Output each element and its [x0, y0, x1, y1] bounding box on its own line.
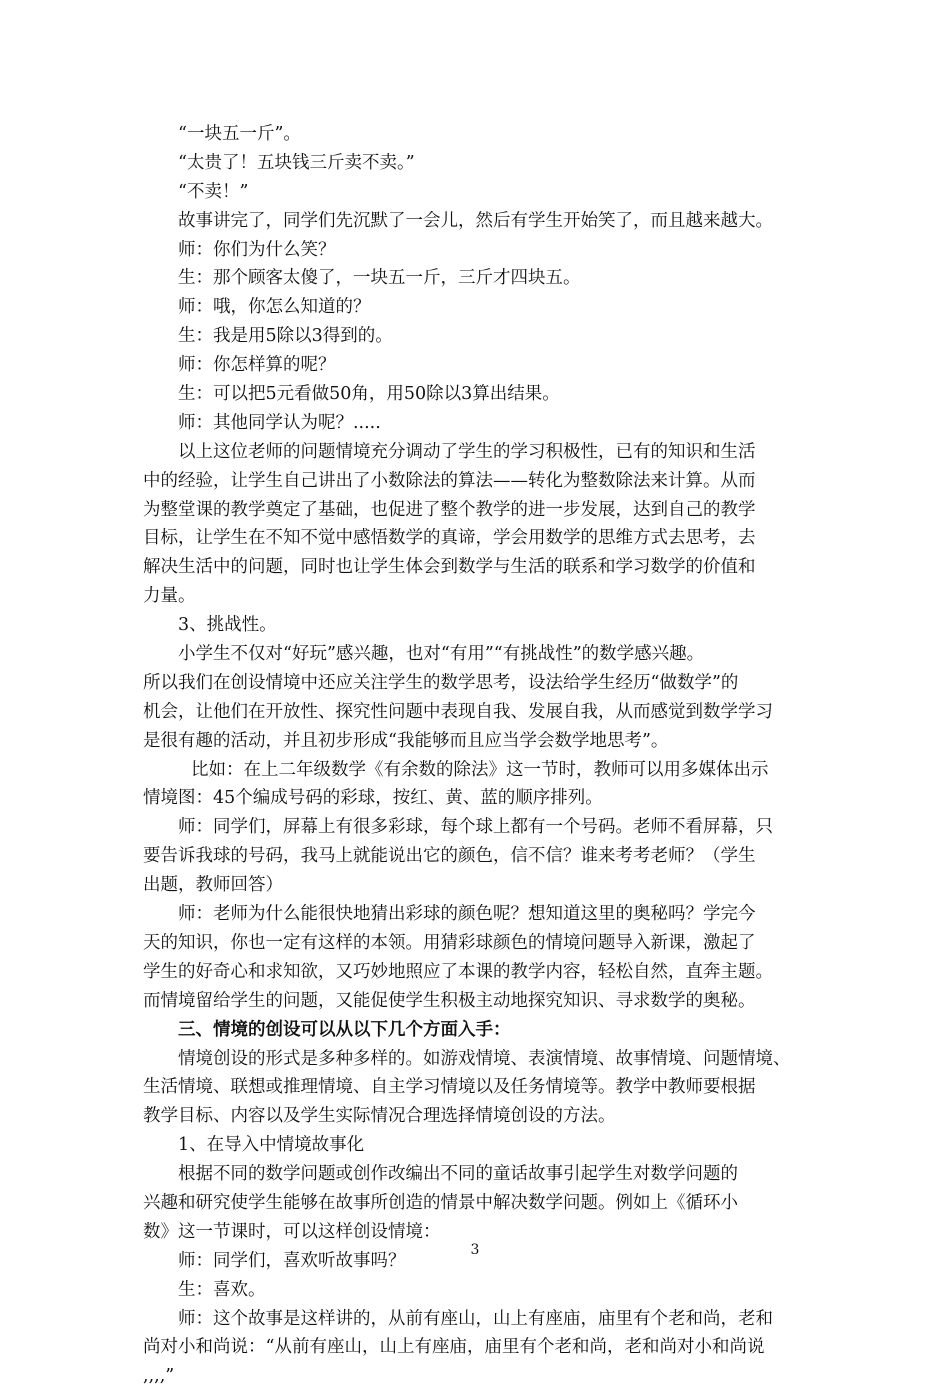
dialogue-line: 生：可以把5元看做50角，用50除以3算出结果。 [178, 384, 560, 405]
text-line: 情境创设的形式是多种多样的。如游戏情境、表演情境、故事情境、问题情境、 [178, 1048, 791, 1069]
text-line: “太贵了！五块钱三斤卖不卖。” [178, 152, 415, 173]
text-line: 小学生不仅对“好玩”感兴趣，也对“有用”“有挑战性”的数学感兴趣。 [178, 644, 705, 665]
text-line: 所以我们在创设情境中还应关注学生的数学思考，设法给学生经历“做数学”的 [143, 672, 739, 693]
text-line: 是很有趣的活动，并且初步形成“我能够而且应当学会数学地思考”。 [143, 730, 669, 751]
text-line: 故事讲完了，同学们先沉默了一会儿，然后有学生开始笑了，而且越来越大。 [178, 210, 773, 231]
dialogue-line: 师：同学们，屏幕上有很多彩球，每个球上都有一个号码。老师不看屏幕，只 [178, 817, 773, 838]
document-body [143, 120, 815, 1391]
text-line: 要告诉我球的号码，我马上就能说出它的颜色，信不信？谁来考考老师？（学生 [143, 846, 756, 867]
text-line: 力量。 [143, 586, 196, 607]
text-line: ,,,,” [143, 1366, 175, 1387]
text-line: 教学目标、内容以及学生实际情况合理选择情境创设的方法。 [143, 1106, 616, 1127]
text-line: 情境图：45个编成号码的彩球，按红、黄、蓝的顺序排列。 [143, 788, 603, 809]
text-line: 尚对小和尚说：“从前有座山，山上有座庙，庙里有个老和尚，老和尚对小和尚说 [143, 1337, 765, 1358]
dialogue-line: 师：哦，你怎么知道的？ [178, 297, 371, 318]
text-line: “一块五一斤”。 [178, 124, 301, 144]
subheading: 1、在导入中情境故事化 [178, 1135, 365, 1156]
text-line: 学生的好奇心和求知欲，又巧妙地照应了本课的教学内容，轻松自然，直奔主题。 [143, 961, 773, 982]
dialogue-line: 师：你怎样算的呢？ [178, 355, 336, 376]
text-line: 中的经验，让学生自己讲出了小数除法的算法——转化为整数除法来计算。从而 [143, 470, 756, 491]
text-line: 数》这一节课时，可以这样创设情境： [143, 1221, 441, 1242]
dialogue-line: 师：老师为什么能很快地猜出彩球的颜色呢？想知道这里的奥秘吗？学完今 [178, 904, 756, 925]
text-line: 解决生活中的问题，同时也让学生体会到数学与生活的联系和学习数学的价值和 [143, 557, 756, 578]
text-line: 机会，让他们在开放性、探究性问题中表现自我、发展自我，从而感觉到数学学习 [143, 701, 773, 722]
text-line: 兴趣和研究使学生能够在故事所创造的情景中解决数学问题。例如上《循环小 [143, 1192, 738, 1213]
text-line: “不卖！” [178, 181, 249, 202]
text-line: 以上这位老师的问题情境充分调动了学生的学习积极性，已有的知识和生活 [178, 441, 756, 462]
dialogue-line: 师：你们为什么笑？ [178, 239, 336, 260]
text-line: 生活情境、联想或推理情境、自主学习情境以及任务情境等。教学中教师要根据 [143, 1077, 756, 1098]
dialogue-line: 师：同学们，喜欢听故事吗？ [178, 1250, 406, 1271]
dialogue-line: 生：我是用5除以3得到的。 [178, 326, 393, 347]
subheading: 3、挑战性。 [178, 615, 277, 636]
page-number: 3 [470, 1242, 480, 1258]
dialogue-line: 生：那个顾客太傻了，一块五一斤，三斤才四块五。 [178, 268, 581, 289]
dialogue-line: 生：喜欢。 [178, 1279, 266, 1300]
text-line: 比如：在上二年级数学《有余数的除法》这一节时，教师可以用多媒体出示 [191, 759, 769, 780]
dialogue-line: 师：这个故事是这样讲的，从前有座山，山上有座庙，庙里有个老和尚，老和 [178, 1308, 773, 1329]
text-line: 根据不同的数学问题或创作改编出不同的童话故事引起学生对数学问题的 [178, 1164, 738, 1185]
text-line: 出题，教师回答） [143, 875, 283, 896]
section-heading: 三、情境的创设可以从以下几个方面入手： [178, 1019, 511, 1040]
dialogue-line: 师：其他同学认为呢？..... [178, 412, 381, 433]
text-line: 为整堂课的教学奠定了基础，也促进了整个教学的进一步发展，达到自己的教学 [143, 499, 756, 520]
text-line: 天的知识，你也一定有这样的本领。用猜彩球颜色的情境问题导入新课，激起了 [143, 932, 756, 953]
text-line: 目标，让学生在不知不觉中感悟数学的真谛，学会用数学的思维方式去思考，去 [143, 528, 756, 549]
text-line: 而情境留给学生的问题，又能促使学生积极主动地探究知识、寻求数学的奥秘。 [143, 990, 756, 1011]
